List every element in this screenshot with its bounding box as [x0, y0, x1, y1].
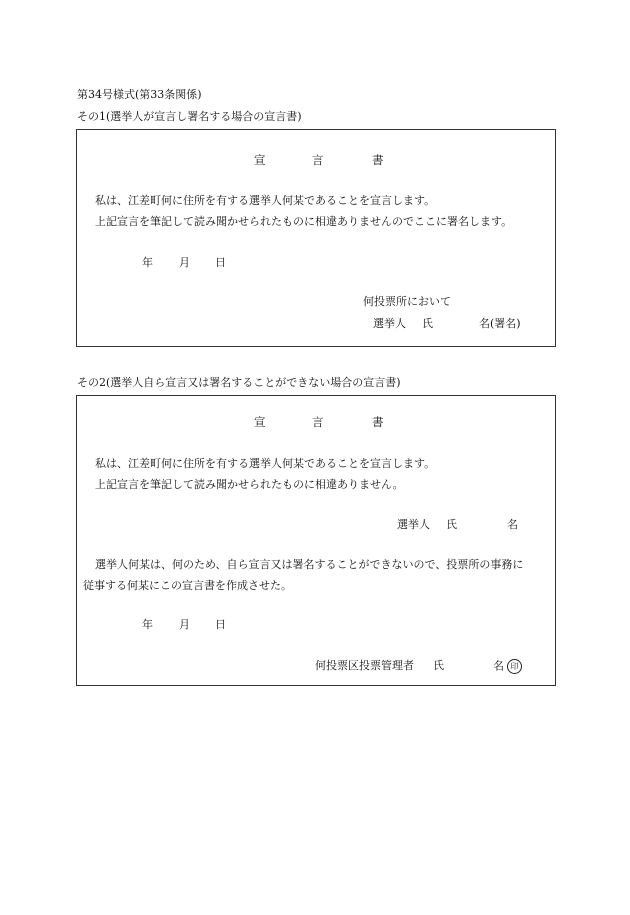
- form2-voter-label: 選挙人: [397, 518, 430, 531]
- form2-reason-line1: 選挙人何某は、何のため、自ら宣言又は署名することができないので、投票所の事務に: [95, 558, 524, 571]
- seal-icon: 印: [507, 659, 522, 674]
- form1-date-day: 日: [215, 256, 226, 269]
- form1-date-year: 年: [142, 256, 153, 269]
- form2-title-char-3: 書: [372, 415, 384, 429]
- form2-title-char-1: 宣: [254, 415, 266, 429]
- form2-voter-family: 氏: [446, 518, 457, 531]
- form2-date-day: 日: [215, 618, 226, 631]
- form1-title-char-1: 宣: [254, 153, 266, 167]
- form1-voter-label: 選挙人: [373, 317, 406, 330]
- form1-name-given: 名(署名): [479, 317, 521, 330]
- form2-subtitle: その2(選挙人自ら宣言又は署名することができない場合の宣言書): [77, 376, 401, 389]
- form1-body-line1: 私は、江差町何に住所を有する選挙人何某であることを宣言します。: [95, 194, 436, 207]
- form2-title-char-2: 言: [312, 415, 324, 429]
- form1-name-family: 氏: [422, 317, 433, 330]
- form2-date-year: 年: [142, 618, 153, 631]
- form1-box: [76, 129, 556, 347]
- form1-subtitle: その1(選挙人が宣言し署名する場合の宣言書): [77, 110, 302, 123]
- form2-body-line2: 上記宣言を筆記して読み聞かせられたものに相違ありません。: [95, 478, 404, 491]
- form2-manager-label: 何投票区投票管理者: [315, 659, 414, 672]
- form1-title-char-2: 言: [312, 153, 324, 167]
- form1-place: 何投票所において: [363, 295, 451, 308]
- form2-reason-line2: 従事する何某にこの宣言書を作成させた。: [83, 579, 292, 592]
- form2-voter-given: 名: [507, 518, 518, 531]
- form1-body-line2: 上記宣言を筆記して読み聞かせられたものに相違ありませんのでここに署名します。: [95, 215, 513, 228]
- form1-title-char-3: 書: [372, 153, 384, 167]
- form2-manager-given: 名: [493, 659, 504, 673]
- form2-manager-family: 氏: [433, 659, 444, 672]
- form-number: 第34号様式(第33条関係): [77, 88, 202, 101]
- form2-box: [76, 395, 556, 686]
- form2-manager-signature: [493, 659, 522, 674]
- form2-date-month: 月: [179, 618, 190, 631]
- form1-date-month: 月: [179, 256, 190, 269]
- form2-body-line1: 私は、江差町何に住所を有する選挙人何某であることを宣言します。: [95, 457, 436, 470]
